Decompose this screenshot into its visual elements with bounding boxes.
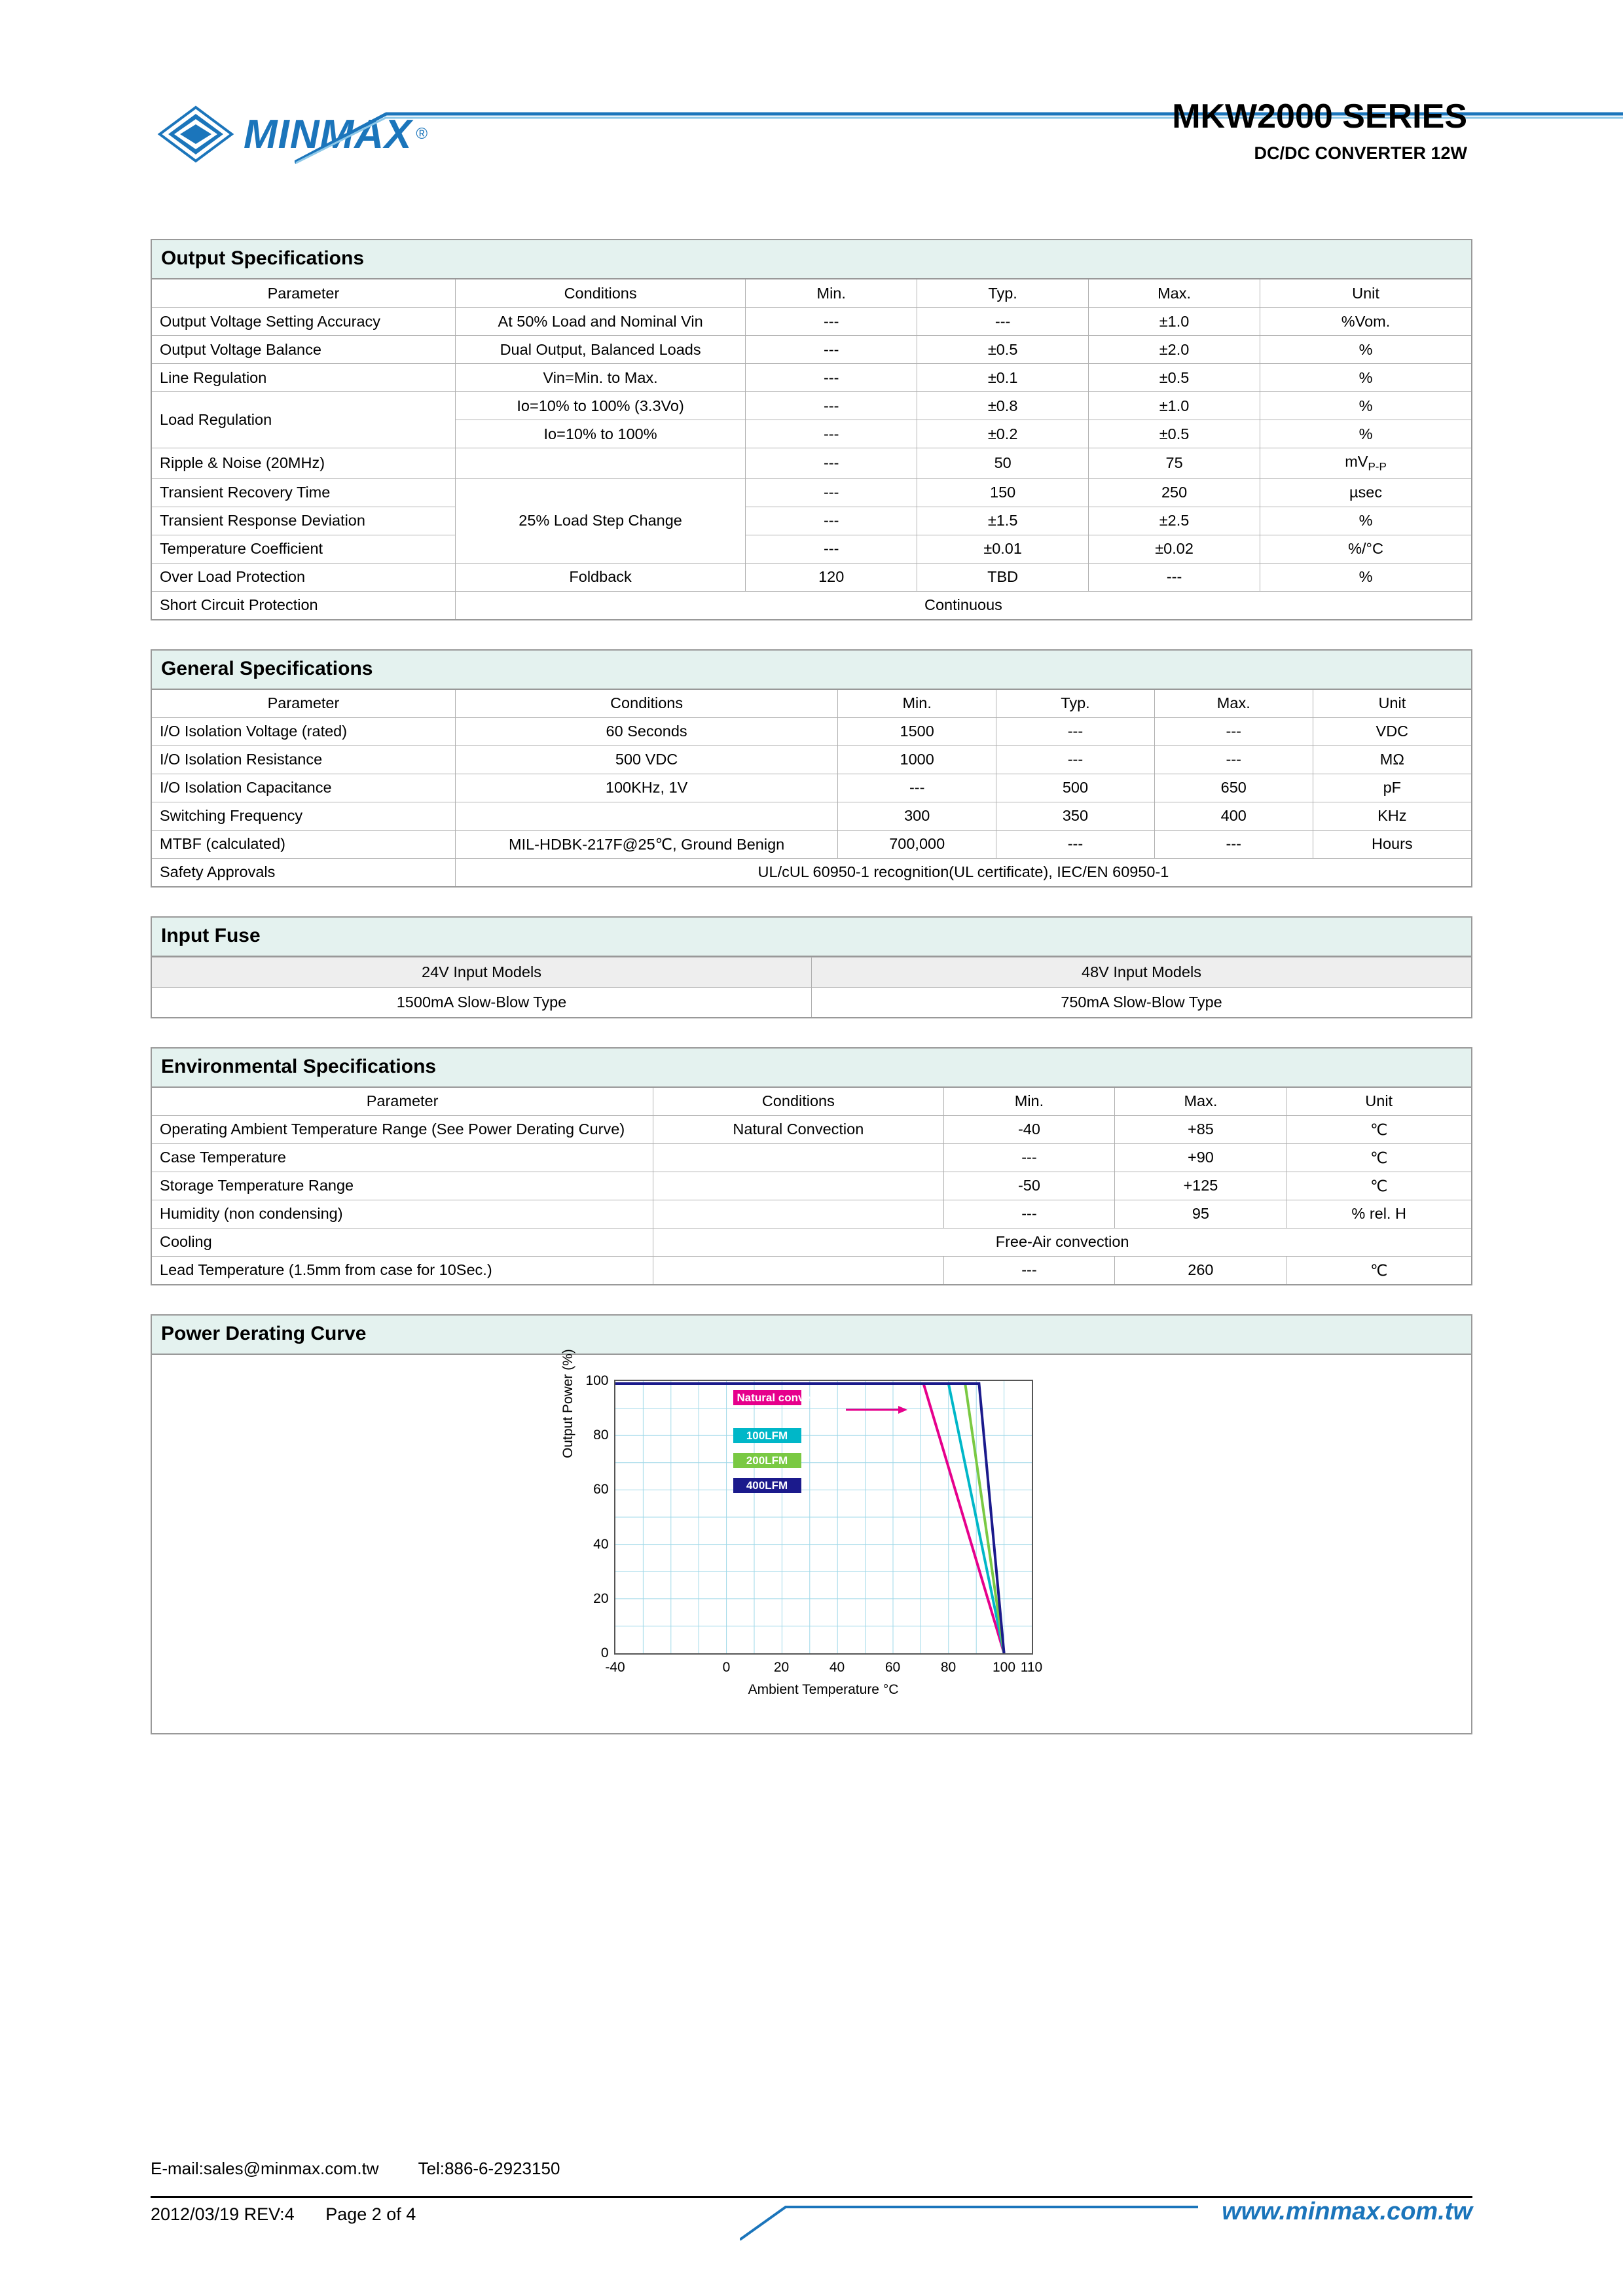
cell-parameter: Short Circuit Protection — [152, 591, 455, 619]
table-row — [152, 987, 1471, 1017]
cell-min: 300 — [838, 802, 996, 830]
cell-unit: % — [1260, 364, 1471, 392]
cell-conditions: Dual Output, Balanced Loads — [455, 336, 745, 364]
cell-typ: --- — [917, 308, 1089, 336]
power-derating-chart — [560, 1348, 1061, 1707]
section-input-fuse — [151, 916, 1472, 1018]
chart-x-axis-label: Ambient Temperature °C — [748, 1681, 899, 1697]
table-row — [152, 336, 1471, 364]
input-fuse-table — [152, 957, 1471, 1017]
cell-unit: % — [1260, 420, 1471, 448]
cell-min: -50 — [943, 1172, 1115, 1200]
cell-typ: ±0.8 — [917, 392, 1089, 420]
cell-conditions — [653, 1256, 943, 1284]
cell-conditions: Io=10% to 100% (3.3Vo) — [455, 392, 745, 420]
cell-max: ±0.5 — [1089, 420, 1260, 448]
section-power-derating-curve — [151, 1314, 1472, 1734]
cell-max: --- — [1154, 717, 1313, 745]
x-tick-0: 0 — [722, 1659, 731, 1675]
cell-parameter: Over Load Protection — [152, 563, 455, 591]
section-title: Environmental Specifications — [152, 1049, 1471, 1088]
tel-label: Tel:886-6-2923150 — [418, 2159, 560, 2178]
y-tick-100: 100 — [585, 1372, 609, 1388]
table-row — [152, 364, 1471, 392]
cell-unit: % — [1260, 336, 1471, 364]
cell-typ: ±1.5 — [917, 507, 1089, 535]
cell-conditions — [653, 1200, 943, 1228]
table-header-row — [152, 957, 1471, 987]
cell-unit: ℃ — [1286, 1172, 1471, 1200]
cell-unit: pF — [1313, 774, 1471, 802]
cell-max: --- — [1154, 745, 1313, 774]
cell-min: 1000 — [838, 745, 996, 774]
table-row — [152, 1228, 1471, 1256]
cell-unit: MΩ — [1313, 745, 1471, 774]
page-header — [151, 0, 1472, 239]
cell-unit: ℃ — [1286, 1115, 1471, 1143]
col-typ: Typ. — [917, 279, 1089, 308]
table-row — [152, 858, 1471, 886]
cell-max: +85 — [1115, 1115, 1286, 1143]
section-title: Output Specifications — [152, 240, 1471, 279]
section-title: General Specifications — [152, 651, 1471, 690]
cell-parameter: I/O Isolation Capacitance — [152, 774, 455, 802]
cell-min: --- — [746, 308, 917, 336]
website-link[interactable]: www.minmax.com.tw — [1222, 2198, 1472, 2225]
x-tick-100: 100 — [992, 1659, 1016, 1675]
cell-unit: % — [1260, 563, 1471, 591]
cell-typ: ±0.5 — [917, 336, 1089, 364]
cell-parameter: Output Voltage Balance — [152, 336, 455, 364]
unit-subscript: P-P — [1368, 460, 1387, 473]
col-conditions: Conditions — [455, 279, 745, 308]
table-header-row — [152, 690, 1471, 718]
cell-conditions: Natural Convection — [653, 1115, 943, 1143]
cell-24v-fuse: 1500mA Slow-Blow Type — [152, 987, 812, 1017]
cell-conditions: Continuous — [455, 591, 1471, 619]
y-tick-80: 80 — [593, 1427, 609, 1443]
cell-min: --- — [943, 1143, 1115, 1172]
col-48v-input-models: 48V Input Models — [812, 957, 1472, 987]
general-specifications-table — [152, 690, 1471, 886]
section-output-specifications — [151, 239, 1472, 620]
cell-unit: % rel. H — [1286, 1200, 1471, 1228]
col-min: Min. — [746, 279, 917, 308]
cell-typ: TBD — [917, 563, 1089, 591]
col-min: Min. — [943, 1088, 1115, 1116]
table-header-row — [152, 279, 1471, 308]
page-title: MKW2000 SERIES — [1172, 98, 1467, 135]
col-max: Max. — [1115, 1088, 1286, 1116]
cell-typ: ±0.01 — [917, 535, 1089, 563]
revision-label: 2012/03/19 REV:4 — [151, 2204, 295, 2224]
cell-parameter: MTBF (calculated) — [152, 830, 455, 858]
cell-min: --- — [838, 774, 996, 802]
cell-conditions: Free-Air convection — [653, 1228, 1471, 1256]
table-row — [152, 1143, 1471, 1172]
cell-min: --- — [746, 535, 917, 563]
cell-max: 260 — [1115, 1256, 1286, 1284]
cell-parameter: Ripple & Noise (20MHz) — [152, 448, 455, 479]
cell-max: ±2.0 — [1089, 336, 1260, 364]
table-row — [152, 591, 1471, 619]
cell-unit: ℃ — [1286, 1143, 1471, 1172]
page-footer — [151, 2159, 1472, 2244]
cell-min: --- — [746, 336, 917, 364]
y-tick-40: 40 — [593, 1536, 609, 1552]
section-title: Power Derating Curve — [152, 1316, 1471, 1355]
cell-min: --- — [746, 448, 917, 479]
col-conditions: Conditions — [653, 1088, 943, 1116]
col-unit: Unit — [1260, 279, 1471, 308]
cell-parameter: Line Regulation — [152, 364, 455, 392]
cell-min: --- — [746, 392, 917, 420]
col-24v-input-models: 24V Input Models — [152, 957, 812, 987]
cell-conditions: UL/cUL 60950-1 recognition(UL certificate), IEC/EN 60950-1 — [455, 858, 1471, 886]
cell-unit: KHz — [1313, 802, 1471, 830]
registered-mark-icon: ® — [416, 125, 428, 143]
cell-min: --- — [746, 364, 917, 392]
cell-max: 250 — [1089, 478, 1260, 507]
table-row — [152, 717, 1471, 745]
email-label: E-mail:sales@minmax.com.tw — [151, 2159, 379, 2178]
section-title: Input Fuse — [152, 918, 1471, 957]
table-row — [152, 1115, 1471, 1143]
cell-typ: 50 — [917, 448, 1089, 479]
revision-and-page — [151, 2204, 416, 2225]
table-row — [152, 1200, 1471, 1228]
cell-conditions: 100KHz, 1V — [455, 774, 837, 802]
col-max: Max. — [1154, 690, 1313, 718]
legend-100lfm: 100LFM — [733, 1428, 801, 1443]
cell-min: -40 — [943, 1115, 1115, 1143]
cell-parameter: Humidity (non condensing) — [152, 1200, 653, 1228]
cell-min: --- — [943, 1200, 1115, 1228]
table-row — [152, 563, 1471, 591]
chart-plot-area — [585, 1372, 1043, 1675]
cell-min: --- — [746, 507, 917, 535]
chart-body — [152, 1348, 1471, 1733]
cell-typ: 350 — [996, 802, 1155, 830]
cell-unit: % — [1260, 507, 1471, 535]
col-parameter: Parameter — [152, 279, 455, 308]
cell-parameter: I/O Isolation Resistance — [152, 745, 455, 774]
cell-unit — [1260, 448, 1471, 479]
col-conditions: Conditions — [455, 690, 837, 718]
table-row — [152, 745, 1471, 774]
cell-conditions — [653, 1143, 943, 1172]
cell-typ: 500 — [996, 774, 1155, 802]
brand-name: MINMAX — [244, 111, 412, 157]
cell-conditions: Vin=Min. to Max. — [455, 364, 745, 392]
y-tick-0: 0 — [600, 1645, 609, 1660]
cell-typ: 150 — [917, 478, 1089, 507]
cell-conditions — [455, 802, 837, 830]
unit-prefix: mV — [1345, 453, 1368, 470]
table-row — [152, 448, 1471, 479]
cell-parameter: Output Voltage Setting Accuracy — [152, 308, 455, 336]
cell-max: 400 — [1154, 802, 1313, 830]
table-row — [152, 392, 1471, 420]
table-row — [152, 802, 1471, 830]
cell-parameter: Transient Recovery Time — [152, 478, 455, 507]
cell-max: --- — [1089, 563, 1260, 591]
cell-conditions: Foldback — [455, 563, 745, 591]
document-title-block — [1172, 98, 1467, 164]
cell-max: +125 — [1115, 1172, 1286, 1200]
x-tick-110: 110 — [1020, 1659, 1043, 1675]
table-header-row — [152, 1088, 1471, 1116]
y-tick-60: 60 — [593, 1481, 609, 1497]
cell-parameter: I/O Isolation Voltage (rated) — [152, 717, 455, 745]
cell-parameter: Lead Temperature (1.5mm from case for 10Sec.) — [152, 1256, 653, 1284]
cell-typ: ±0.2 — [917, 420, 1089, 448]
environmental-specifications-table — [152, 1088, 1471, 1284]
cell-conditions: At 50% Load and Nominal Vin — [455, 308, 745, 336]
legend-400lfm: 400LFM — [733, 1478, 801, 1493]
table-row — [152, 830, 1471, 858]
cell-min: --- — [746, 478, 917, 507]
cell-unit: VDC — [1313, 717, 1471, 745]
x-tick-minus40: -40 — [605, 1659, 625, 1675]
cell-parameter: Operating Ambient Temperature Range (See Power Derating Curve) — [152, 1115, 653, 1143]
legend-natural-convection: Natural convection — [733, 1390, 801, 1405]
cell-typ: --- — [996, 745, 1155, 774]
legend-200lfm: 200LFM — [733, 1453, 801, 1468]
cell-parameter: Temperature Coefficient — [152, 535, 455, 563]
cell-min: 700,000 — [838, 830, 996, 858]
cell-parameter: Switching Frequency — [152, 802, 455, 830]
chart-y-axis-label: Output Power (%) — [560, 1348, 575, 1458]
col-unit: Unit — [1286, 1088, 1471, 1116]
cell-parameter: Cooling — [152, 1228, 653, 1256]
col-typ: Typ. — [996, 690, 1155, 718]
cell-max: ±1.0 — [1089, 308, 1260, 336]
cell-unit: ℃ — [1286, 1256, 1471, 1284]
table-row — [152, 308, 1471, 336]
x-tick-60: 60 — [884, 1659, 901, 1675]
cell-min: 120 — [746, 563, 917, 591]
section-environmental-specifications — [151, 1047, 1472, 1285]
cell-max: ±1.0 — [1089, 392, 1260, 420]
cell-conditions: 500 VDC — [455, 745, 837, 774]
diamond-logo-icon — [157, 105, 234, 164]
cell-typ: --- — [996, 717, 1155, 745]
y-tick-20: 20 — [593, 1590, 609, 1606]
x-tick-20: 20 — [773, 1659, 790, 1675]
cell-typ: ±0.1 — [917, 364, 1089, 392]
cell-unit: µsec — [1260, 478, 1471, 507]
cell-min: --- — [943, 1256, 1115, 1284]
table-row — [152, 478, 1471, 507]
cell-conditions — [455, 448, 745, 479]
cell-min: 1500 — [838, 717, 996, 745]
cell-max: ±0.5 — [1089, 364, 1260, 392]
cell-48v-fuse: 750mA Slow-Blow Type — [812, 987, 1472, 1017]
col-parameter: Parameter — [152, 690, 455, 718]
cell-parameter: Safety Approvals — [152, 858, 455, 886]
col-min: Min. — [838, 690, 996, 718]
cell-conditions: Io=10% to 100% — [455, 420, 745, 448]
page-number: Page 2 of 4 — [325, 2204, 416, 2224]
cell-min: --- — [746, 420, 917, 448]
col-unit: Unit — [1313, 690, 1471, 718]
cell-max: ±2.5 — [1089, 507, 1260, 535]
footer-swoosh-decoration — [740, 2203, 1198, 2242]
cell-conditions: 60 Seconds — [455, 717, 837, 745]
section-general-specifications — [151, 649, 1472, 888]
cell-max: 95 — [1115, 1200, 1286, 1228]
cell-parameter: Transient Response Deviation — [152, 507, 455, 535]
contact-line — [151, 2159, 1472, 2179]
cell-parameter: Storage Temperature Range — [152, 1172, 653, 1200]
table-row — [152, 774, 1471, 802]
cell-max: ±0.02 — [1089, 535, 1260, 563]
cell-conditions: 25% Load Step Change — [455, 478, 745, 563]
cell-max: --- — [1154, 830, 1313, 858]
page-subtitle: DC/DC CONVERTER 12W — [1254, 143, 1467, 164]
cell-typ: --- — [996, 830, 1155, 858]
cell-parameter: Case Temperature — [152, 1143, 653, 1172]
x-tick-80: 80 — [940, 1659, 957, 1675]
cell-conditions — [653, 1172, 943, 1200]
cell-unit: % — [1260, 392, 1471, 420]
col-parameter: Parameter — [152, 1088, 653, 1116]
cell-unit: %Vom. — [1260, 308, 1471, 336]
cell-parameter: Load Regulation — [152, 392, 455, 448]
cell-unit: Hours — [1313, 830, 1471, 858]
table-row — [152, 507, 1471, 535]
cell-max: +90 — [1115, 1143, 1286, 1172]
cell-unit: %/°C — [1260, 535, 1471, 563]
output-specifications-table — [152, 279, 1471, 619]
col-max: Max. — [1089, 279, 1260, 308]
table-row — [152, 1172, 1471, 1200]
table-row — [152, 535, 1471, 563]
table-row — [152, 1256, 1471, 1284]
x-tick-40: 40 — [829, 1659, 845, 1675]
cell-max: 75 — [1089, 448, 1260, 479]
cell-conditions: MIL-HDBK-217F@25℃, Ground Benign — [455, 830, 837, 858]
cell-max: 650 — [1154, 774, 1313, 802]
